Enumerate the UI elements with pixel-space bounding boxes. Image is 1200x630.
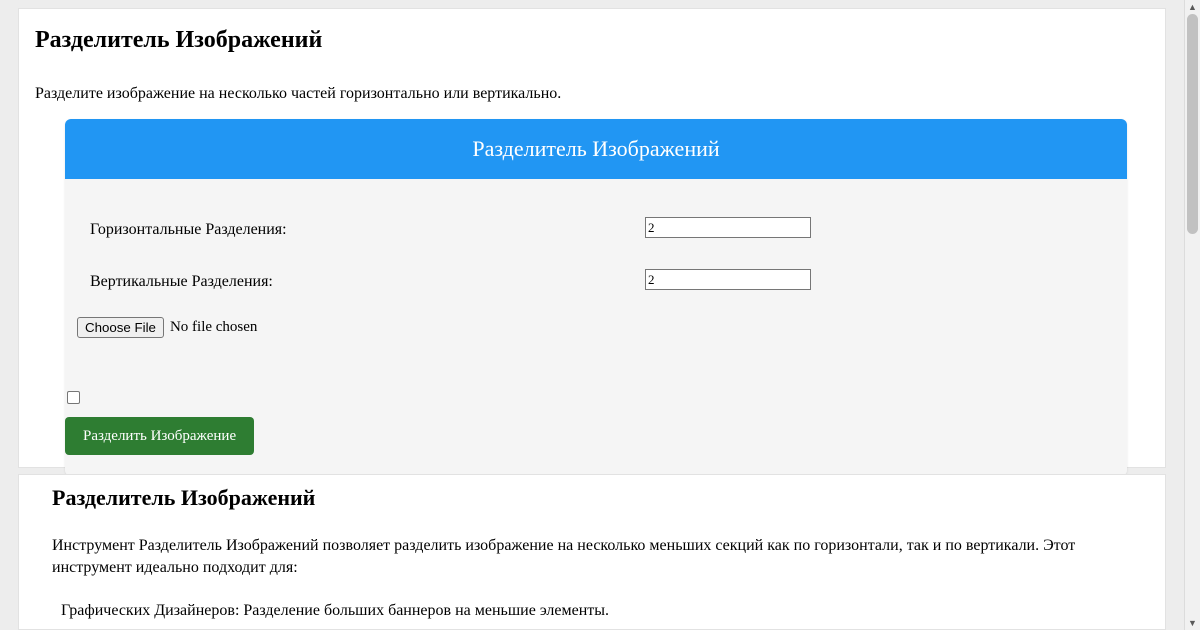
splitter-panel — [65, 119, 1127, 476]
panel-body — [65, 179, 1127, 476]
file-status-text: No file chosen — [169, 319, 258, 335]
scroll-down-arrow-icon[interactable]: ▼ — [1185, 616, 1200, 630]
info-list-item: Графических Дизайнеров: Разделение больших баннеров на меньшие элементы. — [61, 602, 610, 619]
vertical-splits-label: Вертикальные Разделения: — [90, 273, 273, 290]
choose-file-button[interactable]: Choose File — [77, 317, 164, 338]
panel-header-title: Разделитель Изображений — [65, 119, 1127, 179]
horizontal-splits-row — [65, 217, 1127, 247]
horizontal-splits-label: Горизонтальные Разделения: — [90, 221, 287, 238]
option-checkbox[interactable] — [67, 391, 80, 404]
image-splitter-card — [18, 8, 1166, 468]
split-image-button[interactable]: Разделить Изображение — [65, 417, 254, 455]
vertical-splits-input[interactable] — [645, 269, 811, 290]
vertical-splits-row — [65, 269, 1127, 299]
info-card — [18, 474, 1166, 630]
info-title: Разделитель Изображений — [52, 485, 316, 510]
file-upload-row — [77, 317, 257, 338]
scrollbar-thumb[interactable] — [1187, 14, 1198, 234]
scroll-up-arrow-icon[interactable]: ▲ — [1185, 0, 1200, 14]
vertical-scrollbar[interactable] — [1184, 0, 1200, 630]
page-title: Разделитель Изображений — [35, 27, 323, 53]
page-subtitle: Разделите изображение на несколько частей горизонтально или вертикально. — [35, 85, 562, 102]
info-paragraph: Инструмент Разделитель Изображений позволяет разделить изображение на несколько меньших секций как по горизонтали, так и по вертикали. Этот инструмент идеально подходит для: — [52, 537, 1076, 576]
horizontal-splits-input[interactable] — [645, 217, 811, 238]
